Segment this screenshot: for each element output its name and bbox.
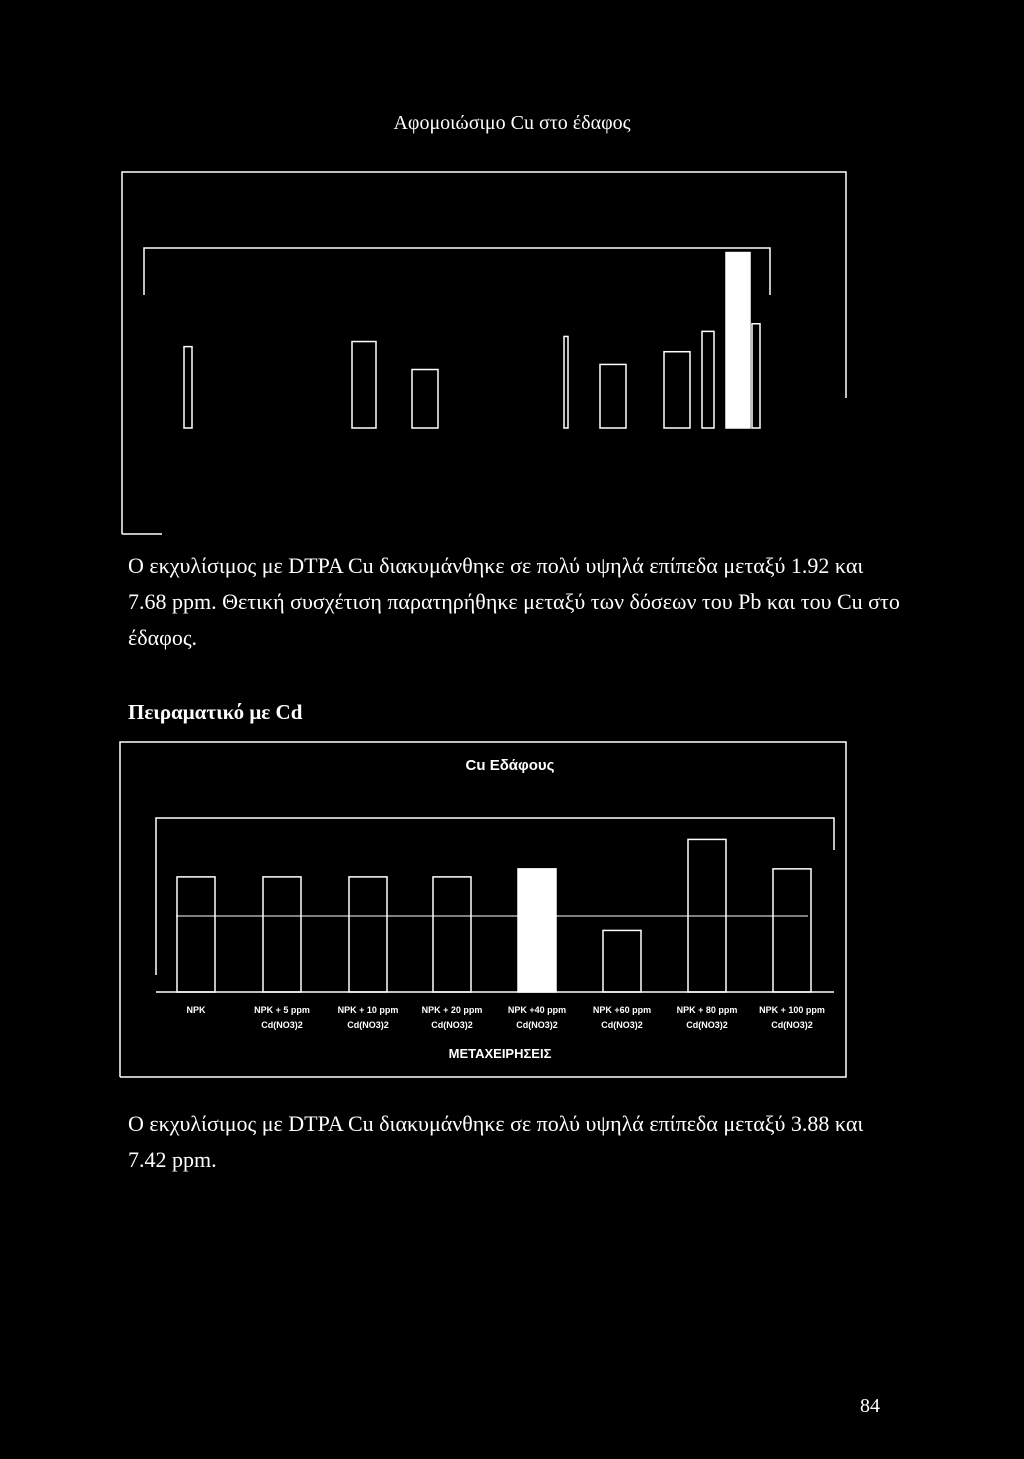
chart-1-bar bbox=[412, 370, 438, 428]
chart-2-bar bbox=[263, 877, 301, 992]
chart-2-category-label: NPK bbox=[186, 1005, 206, 1015]
paragraph-1-line-2: 7.68 ppm. Θετική συσχέτιση παρατηρήθηκε μεταξύ των δόσεων του Pb και του Cu στο bbox=[128, 589, 900, 614]
chart-2-category-label: NPK + 80 ppm Cd(NO3)2 bbox=[676, 1005, 738, 1030]
chart-2-category-label: NPK + 20 ppm Cd(NO3)2 bbox=[421, 1005, 483, 1030]
chart-2-bar bbox=[773, 869, 811, 992]
chart-2-bar bbox=[177, 877, 215, 992]
chart-1-plot-frame bbox=[144, 248, 770, 295]
chart-2-bar bbox=[518, 869, 556, 992]
paragraph-2-line-1: Ο εκχυλίσιμος με DTPA Cu διακυμάνθηκε σε πολύ υψηλά επίπεδα μεταξύ 3.88 bbox=[128, 1111, 830, 1136]
paragraph-2-line-1-end: και bbox=[834, 1111, 864, 1136]
chart-2-bar bbox=[349, 877, 387, 992]
paragraph-1 bbox=[128, 548, 906, 656]
chart-2-category-label: NPK +60 ppm Cd(NO3)2 bbox=[592, 1005, 652, 1030]
page-number: 84 bbox=[860, 1395, 880, 1417]
chart-1-bar bbox=[702, 331, 714, 428]
paragraph-1-line-3: έδαφος. bbox=[128, 625, 198, 650]
chart-2-bar bbox=[603, 930, 641, 992]
chart-2-category-label: NPK + 10 ppm Cd(NO3)2 bbox=[337, 1005, 399, 1030]
chart-2-category-label: NPK +40 ppm Cd(NO3)2 bbox=[507, 1005, 567, 1030]
paragraph-1-line-1-end: και bbox=[834, 553, 864, 578]
section-title: Αφομοιώσιμο Cu στο έδαφος bbox=[393, 112, 631, 134]
chart-2-bar bbox=[433, 877, 471, 992]
chart-1-bar bbox=[352, 342, 376, 428]
paragraph-2 bbox=[128, 1106, 906, 1178]
chart-1-bar bbox=[726, 253, 750, 428]
chart-1-bar bbox=[664, 352, 690, 428]
chart-1-bar bbox=[600, 364, 626, 428]
chart-1-bar bbox=[752, 324, 760, 428]
chart-1-bar bbox=[564, 336, 568, 428]
chart-2-category-label: NPK + 100 ppm Cd(NO3)2 bbox=[759, 1005, 825, 1030]
chart-2-title: Cu Εδάφους bbox=[465, 757, 555, 774]
chart-1 bbox=[122, 172, 846, 534]
chart-2-category-label: NPK + 5 ppm Cd(NO3)2 bbox=[254, 1005, 310, 1030]
chart-2-x-axis-title: ΜΕΤΑΧΕΙΡΗΣΕΙΣ bbox=[448, 1046, 552, 1061]
section-heading: Πειραματικό με Cd bbox=[128, 700, 303, 724]
paragraph-2-line-2: 7.42 ppm. bbox=[128, 1147, 217, 1172]
chart-2-plot-frame bbox=[156, 818, 834, 975]
paragraph-1-line-1: Ο εκχυλίσιμος με DTPA Cu διακυμάνθηκε σε πολύ υψηλά επίπεδα μεταξύ 1.92 bbox=[128, 553, 830, 578]
chart-1-bar bbox=[184, 347, 192, 428]
